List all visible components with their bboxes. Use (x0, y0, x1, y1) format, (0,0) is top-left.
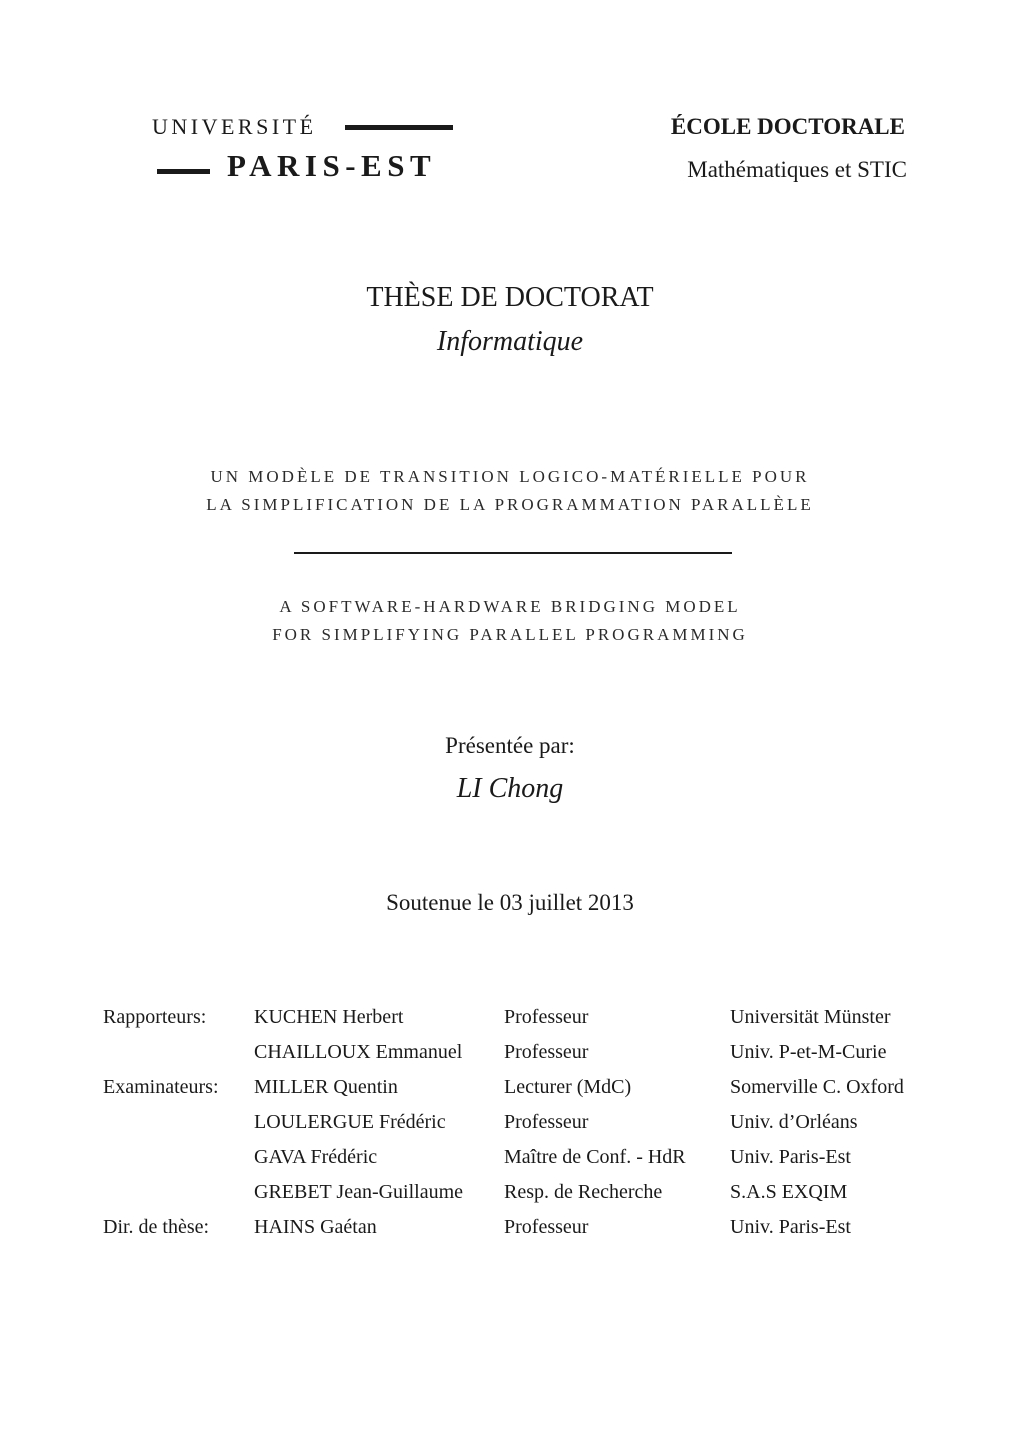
jury-title: Professeur (504, 1111, 589, 1133)
jury-title: Professeur (504, 1006, 589, 1028)
jury-name: KUCHEN Herbert (254, 1006, 404, 1028)
title-french-line-2: LA SIMPLIFICATION DE LA PROGRAMMATION PARALLÈLE (206, 495, 814, 514)
defense-date: Soutenue le 03 juillet 2013 (386, 890, 634, 915)
doctoral-school-title: ÉCOLE DOCTORALE (670, 114, 905, 139)
jury-institution: Univ. Paris-Est (730, 1146, 851, 1168)
jury-title: Professeur (504, 1041, 589, 1063)
jury-institution: Univ. P-et-M-Curie (730, 1041, 887, 1063)
jury-institution: Universität Münster (730, 1006, 891, 1028)
presented-by-label: Présentée par: (445, 733, 575, 758)
jury-name: LOULERGUE Frédéric (254, 1111, 446, 1133)
jury-role: Examinateurs: (103, 1076, 219, 1098)
logo-bar-bottom (157, 169, 210, 174)
jury-name: HAINS Gaétan (254, 1216, 377, 1238)
jury-name: GREBET Jean-Guillaume (254, 1181, 464, 1203)
title-french-line-1: UN MODÈLE DE TRANSITION LOGICO-MATÉRIELLE POUR (210, 467, 810, 486)
jury-name: CHAILLOUX Emmanuel (254, 1041, 463, 1063)
title-english-line-1: A SOFTWARE-HARDWARE BRIDGING MODEL (279, 597, 741, 616)
jury-institution: S.A.S EXQIM (730, 1181, 848, 1203)
jury-institution: Somerville C. Oxford (730, 1076, 904, 1098)
jury-role: Dir. de thèse: (103, 1216, 210, 1238)
jury-name: MILLER Quentin (254, 1076, 398, 1098)
thesis-type: THÈSE DE DOCTORAT (366, 282, 654, 313)
title-english-line-2: FOR SIMPLIFYING PARALLEL PROGRAMMING (272, 625, 748, 644)
logo-bar-top (345, 125, 453, 130)
university-logo-top: UNIVERSITÉ (152, 114, 317, 139)
jury-role: Rapporteurs: (103, 1006, 207, 1028)
jury-title: Professeur (504, 1216, 589, 1238)
jury-institution: Univ. d’Orléans (730, 1111, 858, 1133)
jury-title: Lecturer (MdC) (504, 1076, 632, 1098)
thesis-field: Informatique (436, 326, 584, 357)
title-divider (294, 552, 732, 554)
jury-name: GAVA Frédéric (254, 1146, 378, 1168)
university-logo-bottom: PARIS-EST (227, 148, 437, 183)
author-name: LI Chong (456, 773, 564, 804)
jury-title: Resp. de Recherche (504, 1181, 663, 1203)
jury-institution: Univ. Paris-Est (730, 1216, 851, 1238)
doctoral-school-subtitle: Mathématiques et STIC (687, 157, 907, 182)
jury-title: Maître de Conf. - HdR (504, 1146, 686, 1168)
